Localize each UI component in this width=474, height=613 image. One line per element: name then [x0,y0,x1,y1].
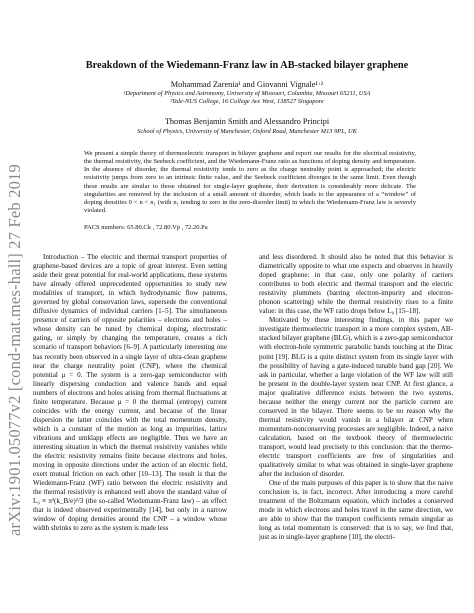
author-list-1: Mohammad Zarenia¹ and Giovanni Vignale¹·² [170,80,324,89]
affiliation-1: ¹Department of Physics and Astronomy, University of Missouri, Columbia, Missouri 65211, USA [123,90,371,97]
paragraph: Motivated by these interesting findings, in this paper we investigate thermoelectric transport in a more complex system, AB-stacked bilayer graphene (BLG), which is a zero-gap semiconductor with electron-hole symmetric parabolic bands touching at the Dirac point [19]. BLG is a quite distinct system from its single layer with the possibility of having a gate-induced tunable band gap [20]. We ask in particular, whether a large violation of the WF law will still be present in the double-layer system near CNP. At first glance, a major qualitative difference exists between the two systems, because neither the energy current nor the particle current are conserved in the bilayer. There seems to be no reason why the thermal resistivity would vanish in a bilayer at CNP when momentum-nonconserving processes are negligible. Indeed, a naive calculation, based on the textbook theory of thermoelectric transport, would lead precisely to this conclusion: that the thermo-electric transport coefficients are free of singularities and qualitatively similar to what was obtained in single-layer graphene after the inclusion of disorder. [259,316,453,479]
body-column-right [259,253,453,543]
affiliation-3: School of Physics, University of Manchester, Oxford Road, Manchester M13 9PL, UK [137,128,357,135]
paragraph: One of the main purposes of this paper is to show that the naive conclusion is, in fact, incorrect. After introducing a more careful treatment of the Boltzmann equation, which includes a conserved mode in which electrons and holes travel in the same direction, we are able to show that the transport coefficients remain singular as long as total momentum is conserved: that is to say, we find that, just as in single-layer graphene [10], the electri- [259,479,453,542]
abstract: We present a simple theory of thermoelectric transport in bilayer graphene and report our results for the electrical resistivity, the thermal resistivity, the Seebeck coefficient, and the Wiedemann-Franz ratio as functions of doping density and temperature. In the absence of disorder, the thermal resistivity tends to zero as the charge neutrality point is approached; the electric resistivity jumps from zero to an intrinsic finite value, and the Seebeck coefficient diverges in the same limit. Even though these results are similar to those obtained for single-layer graphene, their derivation is considerably more delicate. The singularities are removed by the inclusion of a small amount of disorder, which leads to the appearance of a “window” of doping densities 0 < n < n₁ (with n₁ tending to zero in the zero-disorder limit) in which the Wiedemann-Franz law is severely violated. [84,150,416,215]
paper-title: Breakdown of the Wiedemann-Franz law in AB-stacked bilayer graphene [85,60,409,71]
pacs-numbers: PACS numbers: 65.80.Ck , 72.80.Vp , 72.20.Pa [84,224,208,231]
paragraph: and less disordered. It should also be noted that this behavior is diametrically opposite to what one expects and observes in heavily doped graphene: in that case, only one polarity of carriers contributes to both electric and thermal transport and the electric resistivity plummets (barring electron-impurity and electron-phonon scattering) while the thermal resistivity rises to a finite value: in this case, the WF ratio drops below L₀ [15–18]. [259,253,453,316]
body-column-left [33,253,227,533]
affiliation-block-1 [40,90,454,107]
author-list-2: Thomas Benjamin Smith and Alessandro Principi [164,117,330,126]
paragraph: Introduction – The electric and thermal transport properties of graphene-based devices are a topic of great interest. Even setting aside their great potential for real-world applications, these systems have already offered unprecedented opportunities to study new modalities of transport, in which hydrodynamic flow patterns, governed by global conservation laws, supersede the conventional diffusive dynamics of individual carriers [1–5]. The simultaneous presence of carriers of opposite polarities – electrons and holes – whose density can be tuned by chemical doping, electrostatic gating, or simply by changing the temperature, creates a rich scenario of transport behaviors [6–9]. A particularly interesting one has recently been observed in a single layer of ultra-clean graphene near the charge neutrality point (CNP), where the chemical potential μ = 0. The system is a zero-gap semiconductor with linearly dispersing conduction and valence bands and equal numbers of electrons and holes arising from thermal fluctuations at finite temperature. Because μ = 0 the thermal (entropy) current coincides with the energy current, and because of the linear dispersion the latter coincides with the total momentum density, which is a constant of the motion as long as impurities, lattice vibrations and umklapp effects are negligible. Thus we have an interesting situation in which the thermal resistivity vanishes while the electric resistivity remains finite because electrons and holes, moving in opposite directions under the action of an electric field, exert mutual friction on each other [10–13]. The result is that the Wiedemann-Franz (WF) ratio between the electric resistivity and the thermal resistivity is enhanced well above the standard value of L₀ ≡ π²(k_B/e)²/3 (the so-called Wiedemann-Franz law) – an effect that is indeed observed experimentally [14], but only in a narrow window of doping densities around the CNP – a window whose width shrinks to zero as the system is made less [33,253,227,533]
arxiv-identifier: arXiv:1901.05077v2 [cond-mat.mes-hall] 27 Feb 2019 [5,163,24,537]
affiliation-2: ²Yale-NUS College, 16 College Ave West, 138527 Singapore [170,98,324,106]
